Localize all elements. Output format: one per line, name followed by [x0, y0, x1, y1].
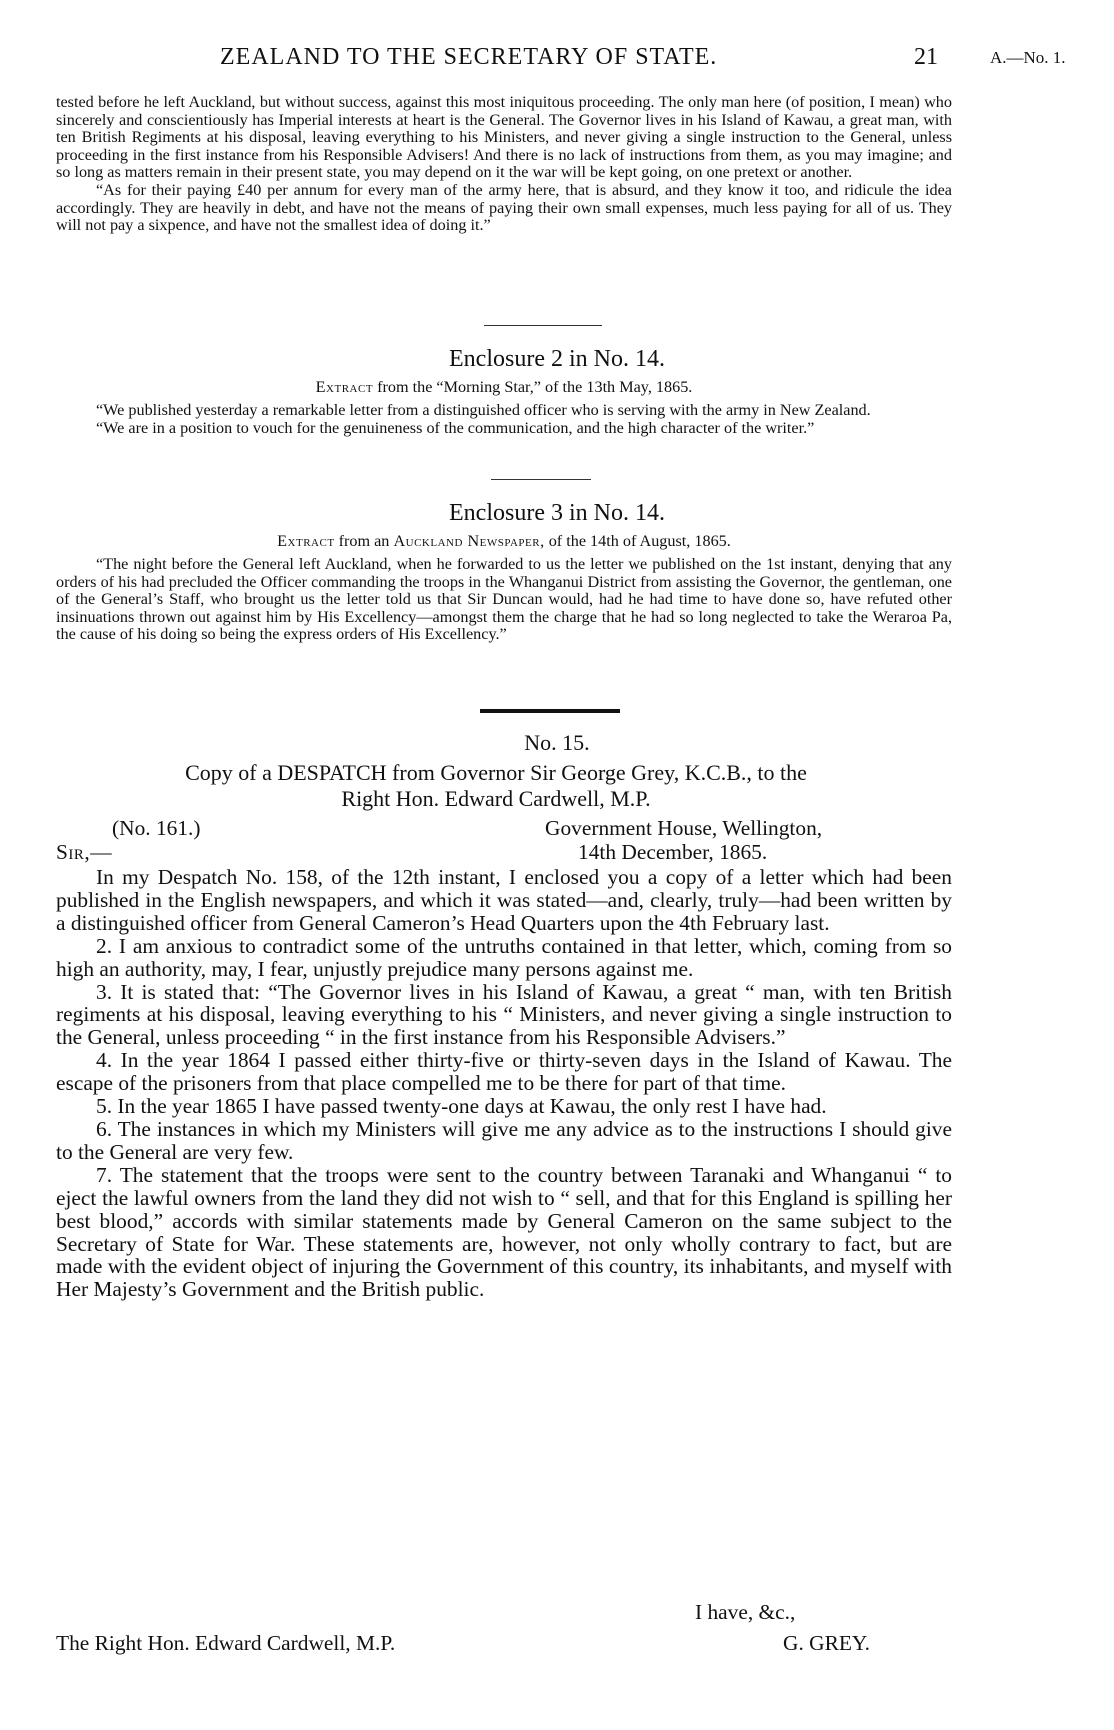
section-divider — [491, 479, 591, 480]
section-divider — [484, 325, 602, 326]
page-number: 21 — [914, 44, 938, 70]
despatch-divider — [480, 709, 620, 713]
despatch-date: 14th December, 1865. — [578, 840, 768, 864]
paragraph: 4. In the year 1864 I passed either thirty-five or thirty-seven days in the Island of Kawau. The escape of the prisoners from that place compelled me to be there for part of that time. — [56, 1048, 952, 1096]
paragraph: “We published yesterday a remarkable letter from a distinguished officer who is serving with the army in New Zealand. — [96, 401, 871, 419]
paragraph: “As for their paying £40 per annum for every man of the army here, that is absurd, and they know it too, and ridicule the idea accordingly. They are heavily in debt, and have not the means of paying their own small expenses, much less paying for all of us. They will not pay a sixpence, and have not the smallest idea of doing it.” — [56, 180, 952, 235]
signature: G. GREY. — [783, 1631, 870, 1655]
despatch-body — [56, 866, 952, 1301]
despatch-number: No. 15. — [524, 730, 590, 755]
letter-continuation — [56, 94, 952, 235]
extract-source: of the 14th of August, 1865. — [548, 532, 731, 550]
despatch-title-line: Copy of a DESPATCH from Governor Sir George Grey, K.C.B., to the — [185, 760, 807, 785]
paragraph: 5. In the year 1865 I have passed twenty-one days at Kawau, the only rest I have had. — [96, 1094, 827, 1119]
paragraph: 2. I am anxious to contradict some of the untruths contained in that letter, which, coming from so high an authority, may, I fear, unjustly prejudice many persons against me. — [56, 933, 952, 981]
extract-connector: from an — [338, 532, 390, 550]
enclosure-2-extract-line — [56, 378, 952, 397]
running-title: ZEALAND TO THE SECRETARY OF STATE. — [220, 44, 718, 70]
paragraph: 3. It is stated that: “The Governor lives in his Island of Kawau, a great “ man, with ten British regiments at his disposal, leaving everything to his “ Ministers, and never giving a single instruction to the General, unless proceeding “ in the first instance from his Responsible Advisers.” — [56, 979, 952, 1050]
paragraph: 7. The statement that the troops were sent to the country between Taranaki and Whanganui “ to eject the lawful owners from the land they did not wish to “ sell, and that for this England is spilling her best blood,” accords with similar statements made by General Cameron on the same subject to the Secretary of State for War. These statements are, however, not only wholly contrary to fact, but are made with the evident object of injuring the Government of this country, its inhabitants, and myself with Her Majesty’s Government and the British public. — [56, 1162, 952, 1302]
enclosure-3-body — [56, 556, 952, 644]
sender-address: Government House, Wellington, — [545, 816, 823, 840]
extract-source: from the “Morning Star,” of the 13th May, 1865. — [377, 378, 693, 396]
paragraph: In my Despatch No. 158, of the 12th instant, I enclosed you a copy of a letter which had been published in the English newspapers, and which it was stated—and, clearly, truly—had been written by a distinguished officer from General Cameron’s Head Quarters upon the 4th February last. — [56, 865, 952, 935]
paragraph: 6. The instances in which my Ministers will give me any advice as to the instructions I should give to the General are very few. — [56, 1116, 952, 1164]
despatch-title — [56, 760, 936, 812]
enclosure-2-heading: Enclosure 2 in No. 14. — [449, 346, 665, 372]
paragraph: “The night before the General left Auckland, when he forwarded to us the letter we published on the 1st instant, denying that any orders of his had precluded the Officer commanding the troops in the Whanganui District from assisting the Governor, the gentleman, one of the General’s Staff, who brought us the letter told us that Sir Duncan would, had he had time to have done so, have refuted other insinuations thrown out against him by His Excellency—amongst them the charge that he had so long neglected to take the Weraroa Pa, the cause of his doing so being the express orders of His Excellency.” — [56, 555, 952, 644]
enclosure-3-heading: Enclosure 3 in No. 14. — [449, 500, 665, 526]
despatch-title-line: Right Hon. Edward Cardwell, M.P. — [341, 786, 651, 811]
running-head — [0, 44, 1114, 78]
addressee: The Right Hon. Edward Cardwell, M.P. — [56, 1631, 396, 1655]
despatch-reference: (No. 161.) — [112, 816, 201, 840]
salutation: Sir,— — [56, 840, 113, 864]
paragraph: “We are in a position to vouch for the genuineness of the communication, and the high character of the writer.” — [96, 418, 815, 437]
extract-label: Extract — [277, 532, 335, 550]
extract-newspaper: Auckland Newspaper, — [393, 532, 545, 550]
enclosure-2-body — [56, 402, 952, 437]
paragraph: tested before he left Auckland, but without success, against this most iniquitous proceeding. The only man here (of position, I mean) who sincerely and conscientiously has Imperial interests at heart is the General. The Governor lives in his Island of Kawau, a great man, with ten British Regiments at his disposal, leaving everything to his Ministers, and never giving a single instruction to the General, unless proceeding in the first instance from his Responsible Advisers! And there is no lack of instructions from them, as you may imagine; and so long as matters remain in their present state, you may depend on it the war will be kept going, on one pretext or another. — [56, 93, 952, 182]
extract-label: Extract — [315, 378, 374, 396]
enclosure-3-extract-line — [56, 532, 952, 551]
paper-reference: A.—No. 1. — [990, 48, 1066, 67]
closing: I have, &c., — [695, 1600, 796, 1624]
